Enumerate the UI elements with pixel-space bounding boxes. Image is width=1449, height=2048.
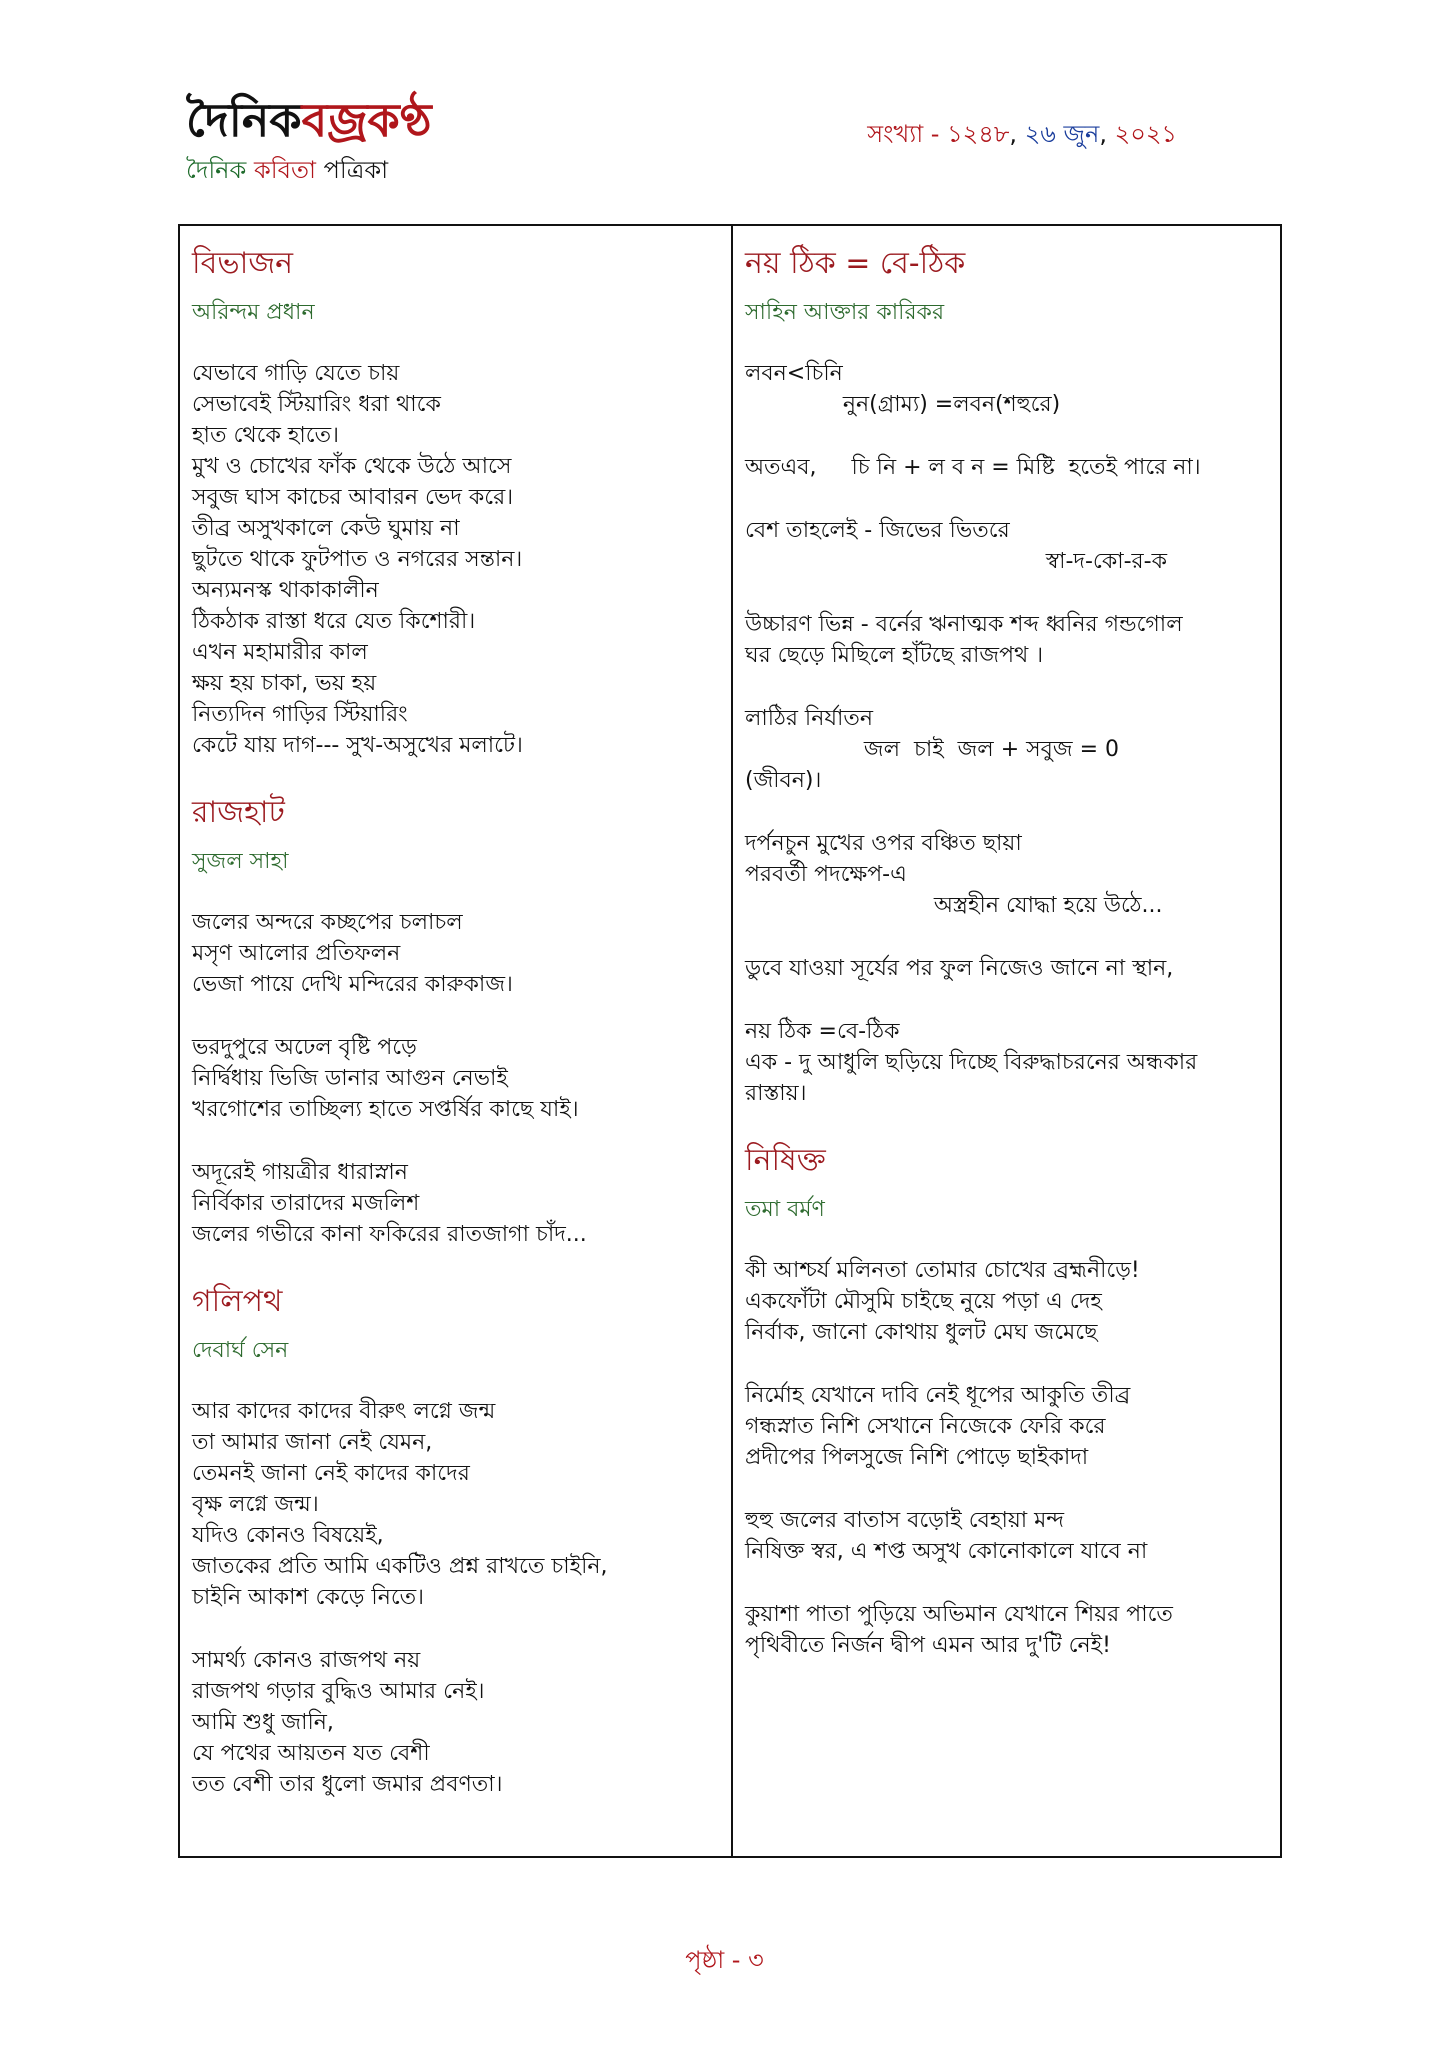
poem-line: নির্দ্বিধায় ভিজি ডানার আগুন নেভাই	[192, 1066, 508, 1091]
poem-line: পৃথিবীতে নির্জন দ্বীপ এমন আর দু'টি নেই!	[745, 1633, 1111, 1658]
right-column	[733, 226, 1280, 1856]
poem-line: মুখ ও চোখের ফাঁক থেকে উঠে আসে	[192, 454, 512, 479]
poem-line: তা আমার জানা নেই যেমন,	[192, 1430, 433, 1455]
masthead-title	[186, 92, 432, 148]
poem-line: ঠিকঠাক রাস্তা ধরে যেত কিশোরী।	[192, 609, 476, 634]
poem-line: রাস্তায়।	[745, 1081, 807, 1106]
poem-line: তেমনই জানা নেই কাদের কাদের	[192, 1461, 470, 1486]
stanza	[745, 1599, 1268, 1661]
poem-line: অতএব, চি নি + ল ব ন = মিষ্টি হতেই পারে না।	[745, 455, 1201, 480]
stanza	[745, 953, 1268, 984]
poet-name: সুজল সাহা	[192, 849, 289, 874]
poem-line: গন্ধস্নাত নিশি সেখানে নিজেকে ফেরি করে	[745, 1414, 1106, 1439]
poem-line: যে পথের আয়তন যত বেশী	[192, 1741, 430, 1766]
poem-line: জলের গভীরে কানা ফকিরের রাতজাগা চাঁদ...	[192, 1222, 587, 1247]
stanza	[745, 1255, 1268, 1348]
poem-line: জলের অন্দরে কচ্ছপের চলাচল	[192, 910, 463, 935]
poem-line: কুয়াশা পাতা পুড়িয়ে অভিমান যেখানে শিয়র পাতে	[745, 1602, 1173, 1627]
poem-line: প্রদীপের পিলসুজে নিশি পোড়ে ছাইকাদা	[745, 1445, 1089, 1470]
stanza	[745, 452, 1268, 483]
poet-name: অরিন্দম প্রধান	[192, 300, 315, 325]
stanza	[745, 1505, 1268, 1567]
stanza	[745, 828, 1268, 921]
poem	[192, 244, 719, 761]
masthead-part2: বজ্রকণ্ঠ	[301, 93, 432, 147]
poem-line: এক - দু আধুলি ছড়িয়ে দিচ্ছে বিরুদ্ধাচরনের অন্ধকার	[745, 1050, 1198, 1075]
poem-title: বিভাজন	[192, 246, 294, 281]
tagline	[186, 152, 432, 192]
page-number: পৃষ্ঠা - ৩	[685, 1946, 764, 1974]
poem-line: নিত্যদিন গাড়ির স্টিয়ারিং	[192, 702, 408, 727]
poem-line: মসৃণ আলোর প্রতিফলন	[192, 941, 401, 966]
poem-line: লবন<চিনি	[745, 361, 843, 386]
poem-line: এখন মহামারীর কাল	[192, 640, 368, 665]
poem-line: ছুটতে থাকে ফুটপাত ও নগরের সন্তান।	[192, 547, 523, 572]
poem-line: অস্ত্রহীন যোদ্ধা হয়ে উঠে...	[745, 893, 1163, 918]
poem-line: হুহু জলের বাতাস বড়োই বেহায়া মন্দ	[745, 1508, 1065, 1533]
poem-line: অন্যমনস্ক থাকাকালীন	[192, 578, 379, 603]
poem-line: ডুবে যাওয়া সূর্যের পর ফুল নিজেও জানে না স্থান,	[745, 956, 1174, 981]
poem-line: নুন(গ্রাম্য) =লবন(শহুরে)	[745, 392, 1061, 417]
poem	[745, 1141, 1268, 1661]
poem	[192, 1282, 719, 1800]
poem-line: চাইনি আকাশ কেড়ে নিতে।	[192, 1585, 425, 1610]
poem-line: অদূরেই গায়ত্রীর ধারাস্নান	[192, 1160, 408, 1185]
poem-line: পরবর্তী পদক্ষেপ-এ	[745, 862, 907, 887]
poem-line: তীব্র অসুখকালে কেউ ঘুমায় না	[192, 516, 460, 541]
poem-line: নির্বিকার তারাদের মজলিশ	[192, 1191, 420, 1216]
issue-number: সংখ্যা - ১২৪৮	[867, 120, 1010, 148]
poem-line: তত বেশী তার ধুলো জমার প্রবণতা।	[192, 1772, 503, 1797]
poem-line: একফোঁটা মৌসুমি চাইছে নুয়ে পড়া এ দেহ	[745, 1289, 1102, 1314]
poet-name: তমা বর্মণ	[745, 1197, 825, 1222]
issue-info	[867, 116, 1177, 156]
poem-line: বৃক্ষ লগ্নে জন্ম।	[192, 1492, 319, 1517]
poem-title: নয় ঠিক = বে-ঠিক	[745, 246, 966, 281]
poem-line: ভরদুপুরে অঢেল বৃষ্টি পড়ে	[192, 1035, 417, 1060]
poem-line: আর কাদের কাদের বীরুৎ লগ্নে জন্ম	[192, 1399, 496, 1424]
poem-line: হাত থেকে হাতে।	[192, 423, 339, 448]
poem-line: কী আশ্চর্য মলিনতা তোমার চোখের ব্রহ্মনীড়ে!	[745, 1258, 1140, 1283]
poem-line: (জীবন)।	[745, 768, 822, 793]
stanza	[192, 907, 719, 1000]
stanza	[745, 703, 1268, 796]
poem-line: রাজপথ গড়ার বুদ্ধিও আমার নেই।	[192, 1679, 485, 1704]
poem-line: স্বা-দ-কো-র-ক	[745, 549, 1167, 574]
masthead-part1: দৈনিক	[186, 93, 302, 147]
poem-line: দর্পনচুন মুখের ওপর বঞ্চিত ছায়া	[745, 831, 1022, 856]
poet-name: সাহিন আক্তার কারিকর	[745, 300, 945, 325]
poems-frame	[178, 224, 1282, 1858]
left-column	[180, 226, 733, 1856]
stanza	[192, 1157, 719, 1250]
poem-title: রাজহাট	[192, 795, 285, 830]
poem-title: গলিপথ	[192, 1284, 283, 1319]
stanza	[192, 1396, 719, 1613]
poem-line: বেশ তাহলেই - জিভের ভিতরে	[745, 518, 1010, 543]
tagline-part3: পত্রিকা	[323, 156, 389, 184]
stanza	[192, 358, 719, 761]
stanza	[745, 609, 1268, 671]
stanza	[745, 358, 1268, 420]
poem-line: নয় ঠিক =বে-ঠিক	[745, 1019, 900, 1044]
poem	[192, 793, 719, 1250]
poem-line: জল চাই জল + সবুজ = 0	[745, 737, 1120, 762]
stanza	[745, 1380, 1268, 1473]
poem-line: যদিও কোনও বিষয়েই,	[192, 1523, 384, 1548]
stanza	[192, 1032, 719, 1125]
poem-line: কেটে যায় দাগ--- সুখ-অসুখের মলাটে।	[192, 733, 523, 758]
poem-line: নিষিক্ত স্বর, এ শপ্ত অসুখ কোনোকালে যাবে না	[745, 1539, 1148, 1564]
poem-line: উচ্চারণ ভিন্ন - বর্নের ঋনাত্মক শব্দ ধ্বনির গন্ডগোল	[745, 612, 1183, 637]
poem-line: সেভাবেই স্টিয়ারিং ধরা থাকে	[192, 392, 441, 417]
poem-line: জাতকের প্রতি আমি একটিও প্রশ্ন রাখতে চাইনি,	[192, 1554, 608, 1579]
poet-name: দেবার্ঘ সেন	[192, 1338, 289, 1363]
stanza	[745, 1016, 1268, 1109]
issue-separator: ,	[1099, 120, 1107, 148]
poem-title: নিষিক্ত	[745, 1143, 826, 1178]
poem	[745, 244, 1268, 1109]
poem-line: সবুজ ঘাস কাচের আবারন ভেদ করে।	[192, 485, 514, 510]
poem-line: যেভাবে গাড়ি যেতে চায়	[192, 361, 400, 386]
issue-date: ২৬ জুন	[1024, 120, 1100, 148]
issue-year: ২০২১	[1114, 120, 1177, 148]
poem-line: নির্মোহ যেখানে দাবি নেই ধূপের আকুতি তীব্র	[745, 1383, 1131, 1408]
tagline-part1: দৈনিক	[186, 156, 247, 184]
poem-line: আমি শুধু জানি,	[192, 1710, 334, 1735]
poem-line: ভেজা পায়ে দেখি মন্দিরের কারুকাজ।	[192, 972, 513, 997]
poem-line: খরগোশের তাচ্ছিল্য হাতে সপ্তর্ষির কাছে যাই।	[192, 1097, 579, 1122]
poem-line: ঘর ছেড়ে মিছিলে হাঁটছে রাজপথ ।	[745, 643, 1044, 668]
masthead-block	[186, 92, 432, 192]
poem-line: নির্বাক, জানো কোথায় ধুলট মেঘ জমেছে	[745, 1320, 1098, 1345]
stanza	[192, 1645, 719, 1800]
poem-line: লাঠির নির্যাতন	[745, 706, 874, 731]
issue-separator: ,	[1009, 120, 1018, 148]
poem-line: সামর্থ্য কোনও রাজপথ নয়	[192, 1648, 421, 1673]
poem-line: ক্ষয় হয় চাকা, ভয় হয়	[192, 671, 377, 696]
stanza	[745, 515, 1268, 577]
tagline-part2: কবিতা	[253, 156, 316, 184]
